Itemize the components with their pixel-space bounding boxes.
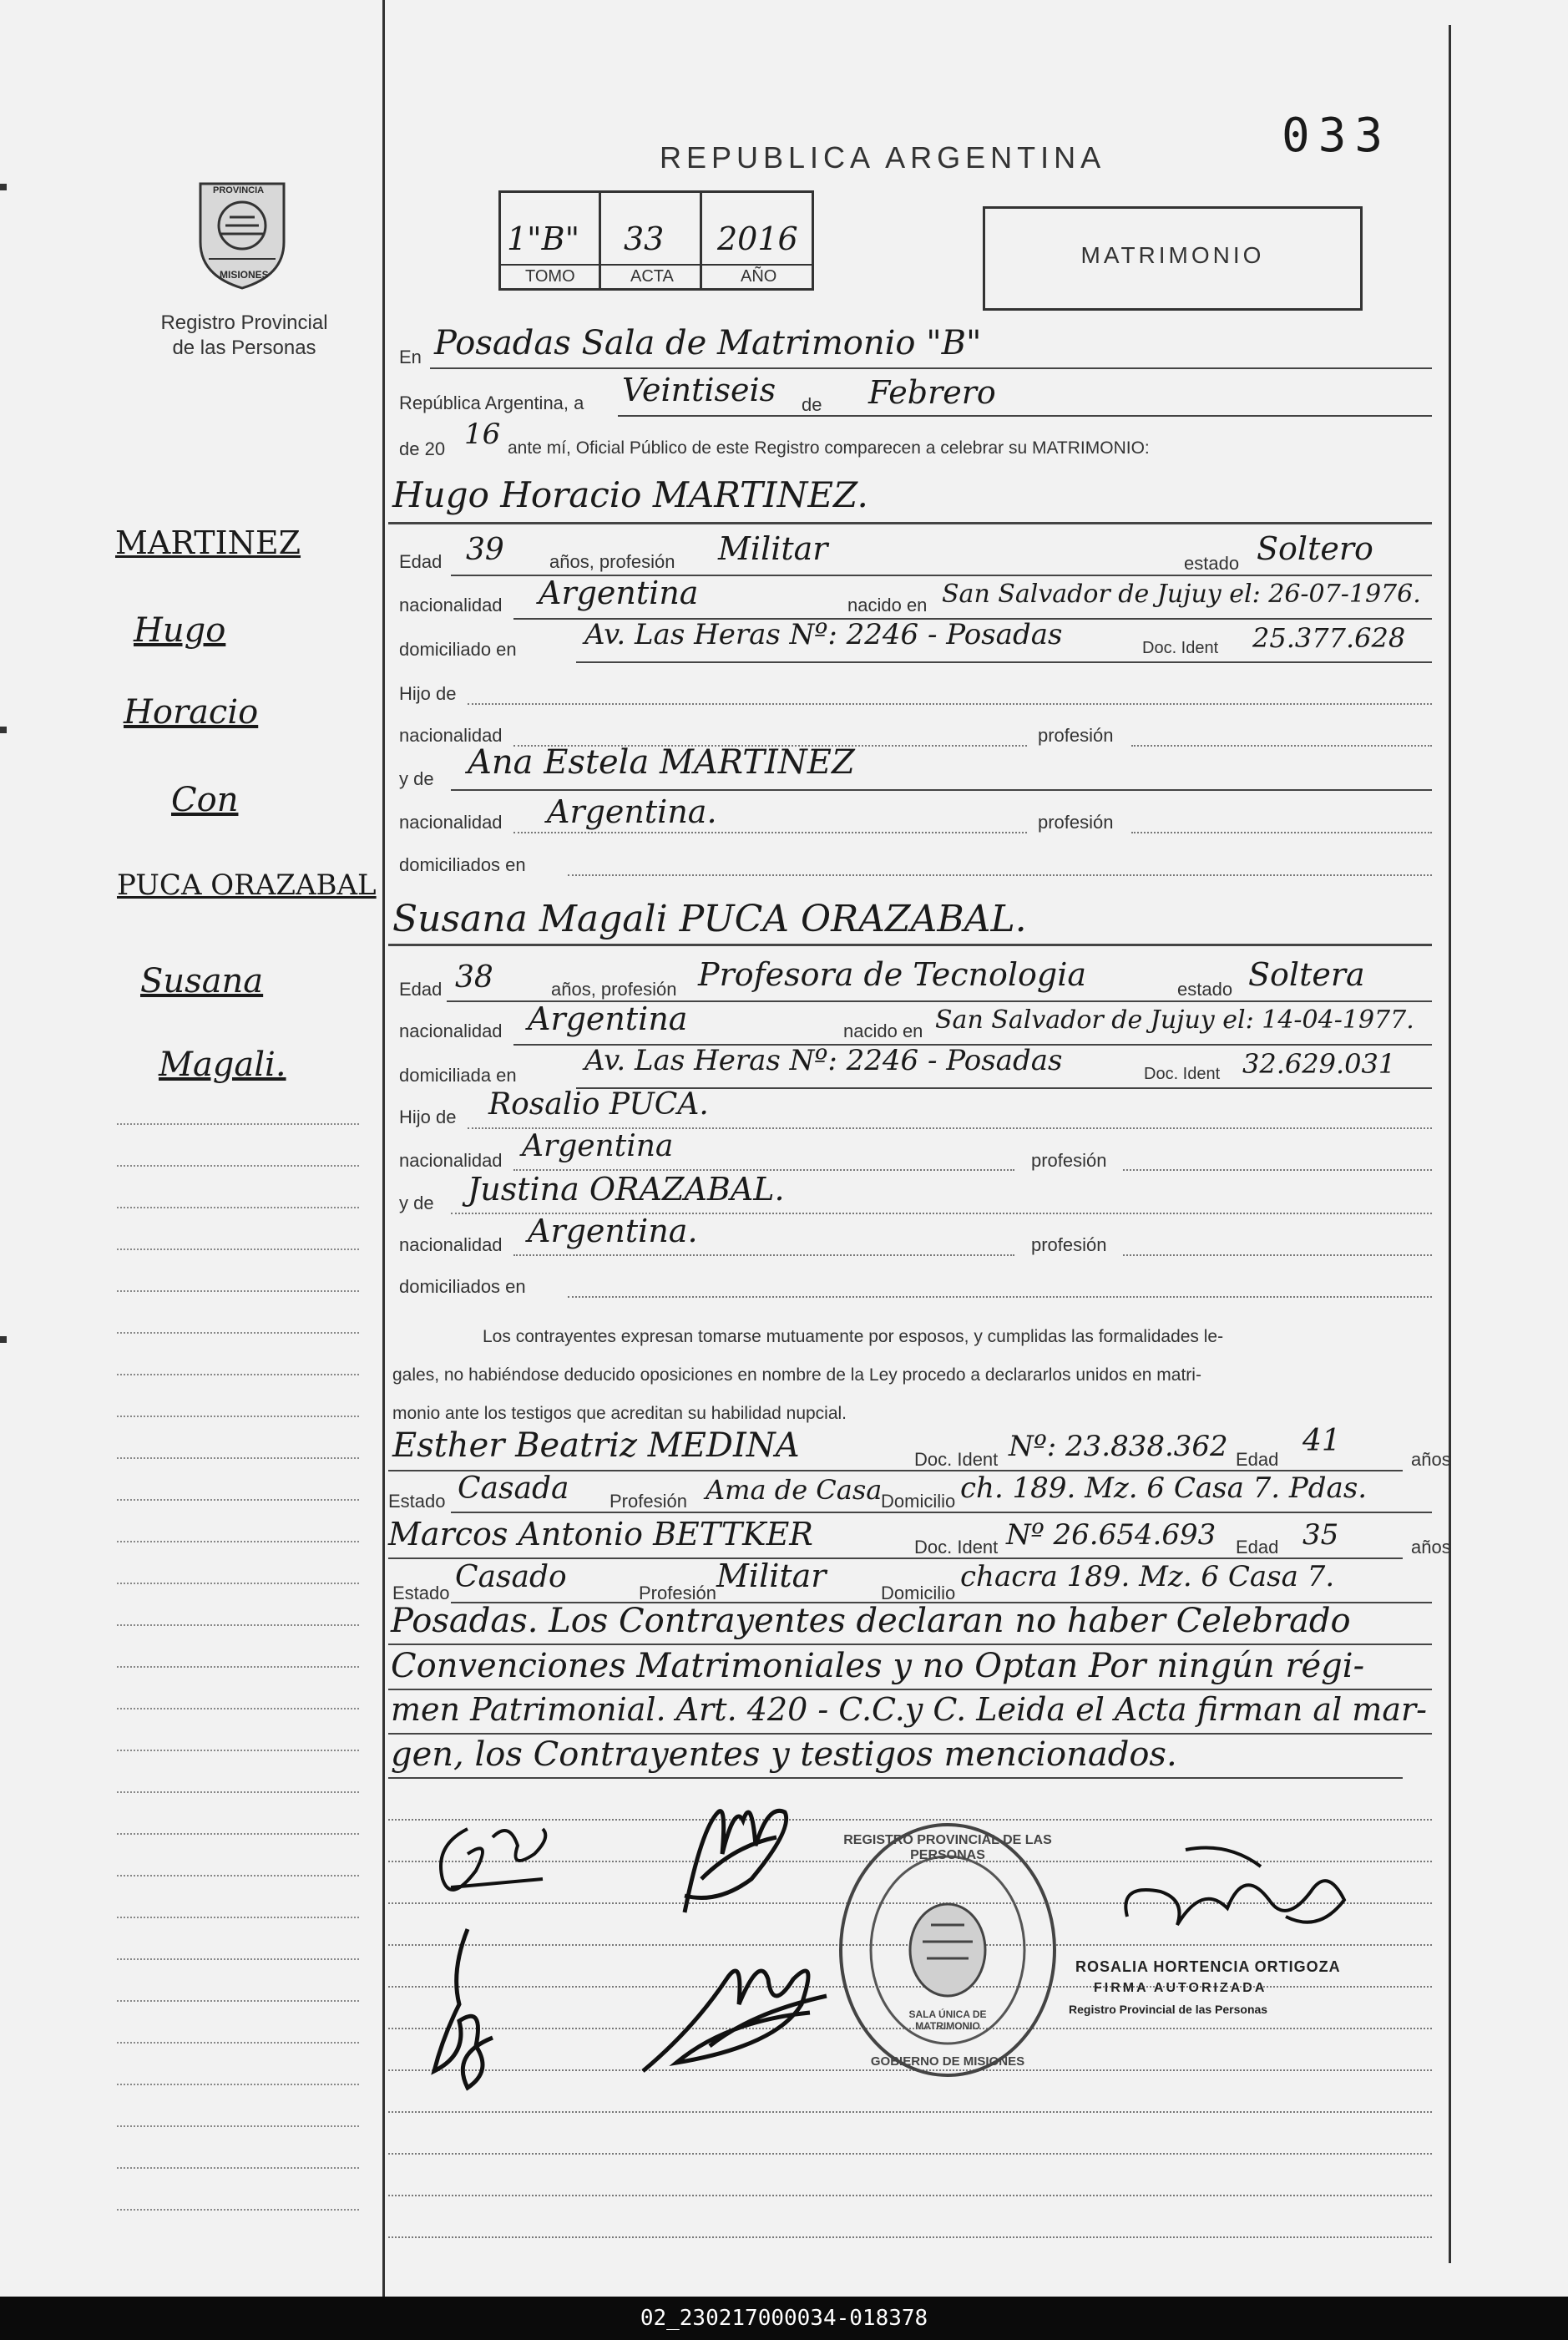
groom-anos-label: años, profesión xyxy=(549,551,675,572)
groom-nacionalidad-label: nacionalidad xyxy=(399,595,503,615)
groom-mother-line xyxy=(451,789,1432,791)
witness1-edad-label: Edad xyxy=(1236,1449,1279,1470)
note-rule xyxy=(388,1733,1432,1735)
margin-rule xyxy=(117,1249,359,1250)
groom-domicilio: Av. Las Heras Nº: 2246 - Posadas xyxy=(584,618,1063,651)
tomo-value: 1"B" xyxy=(507,220,580,257)
witness1-name: Esther Beatriz MEDINA xyxy=(392,1426,800,1465)
margin-rule xyxy=(117,1958,359,1960)
document-type: MATRIMONIO xyxy=(1080,242,1265,268)
bride-domiciliados-label: domiciliados en xyxy=(399,1276,526,1297)
bride-father-nat-label: nacionalidad xyxy=(399,1150,503,1171)
signature-rule xyxy=(388,2236,1432,2238)
signature-bride xyxy=(651,1779,818,1929)
margin-name: PUCA ORAZABAL xyxy=(117,869,377,902)
signature-witness2 xyxy=(626,1929,843,2088)
bride-edad: 38 xyxy=(455,960,493,995)
seal-ring-text: REGISTRO PROVINCIAL DE LAS PERSONAS xyxy=(843,1833,1052,1862)
margin-rule xyxy=(117,1290,359,1292)
margin-rule xyxy=(117,1708,359,1709)
de-label: de xyxy=(802,394,822,415)
groom-nacionalidad: Argentina xyxy=(539,575,699,611)
tomo-label: TOMO xyxy=(525,267,575,286)
margin-rule xyxy=(117,1791,359,1793)
margin-rule xyxy=(117,1123,359,1125)
margin-rule xyxy=(117,1666,359,1668)
witness2-profesion-label: Profesión xyxy=(639,1583,716,1603)
witness1-edad: 41 xyxy=(1302,1424,1341,1458)
day-value: Veintiseis xyxy=(622,372,776,408)
bride-edad-label: Edad xyxy=(399,979,443,1000)
signature-official xyxy=(1102,1833,1369,1950)
bride-estado-label: estado xyxy=(1177,979,1233,1000)
margin-rule xyxy=(117,1624,359,1626)
groom-mother-nat-line xyxy=(513,832,1027,833)
registry-line2: de las Personas xyxy=(172,337,316,359)
registry-line1: Registro Provincial xyxy=(160,311,328,334)
margin-rule xyxy=(117,2000,359,2002)
en-label: En xyxy=(399,347,422,367)
witness1-profesion-label: Profesión xyxy=(609,1491,687,1512)
bride-nacido-label: nacido en xyxy=(843,1021,923,1041)
margin-rule xyxy=(117,1541,359,1542)
official-name: ROSALIA HORTENCIA ORTIGOZA xyxy=(1075,1958,1341,1975)
tomo-acta-ano-box xyxy=(498,190,814,292)
ano-label: AÑO xyxy=(741,267,777,286)
crest-top-text: PROVINCIA xyxy=(213,185,265,195)
signature-groom xyxy=(417,1804,568,1921)
bride-name: Susana Magali PUCA ORAZABAL. xyxy=(392,898,1027,940)
place-value: Posadas Sala de Matrimonio "B" xyxy=(434,324,982,362)
groom-doc-label: Doc. Ident xyxy=(1142,639,1219,657)
signature-rule xyxy=(388,2195,1432,2196)
margin-rule xyxy=(117,1374,359,1375)
note-line: Posadas. Los Contrayentes declaran no haber Celebrado xyxy=(391,1602,1351,1640)
bride-mother-nat-line xyxy=(513,1254,1014,1256)
witness2-domicilio: chacra 189. Mz. 6 Casa 7. xyxy=(960,1560,1335,1593)
acta-value: 33 xyxy=(624,220,665,257)
groom-nacido-label: nacido en xyxy=(847,595,928,615)
groom-domicilio-label: domiciliado en xyxy=(399,639,517,660)
margin-name: Magali. xyxy=(159,1046,286,1084)
month-value: Febrero xyxy=(868,374,996,411)
note-rule xyxy=(388,1689,1432,1690)
witness2-estado: Casado xyxy=(455,1560,567,1594)
groom-father-prof-label: profesión xyxy=(1038,725,1114,746)
province-crest xyxy=(192,175,292,292)
formal-line: Los contrayentes expresan tomarse mutuamente por esposos, y cumplidas las formalidades le- xyxy=(483,1327,1224,1346)
document-type-box xyxy=(983,206,1363,311)
groom-profesion: Militar xyxy=(718,530,828,567)
margin-rule xyxy=(117,2042,359,2044)
groom-edad-label: Edad xyxy=(399,551,443,572)
margin-rule xyxy=(117,1332,359,1334)
binding-mark xyxy=(0,184,7,190)
witness1-line2 xyxy=(451,1512,1432,1513)
note-rule xyxy=(388,1777,1403,1779)
groom-hijo-label: Hijo de xyxy=(399,683,457,704)
bride-doc: 32.629.031 xyxy=(1242,1048,1396,1080)
margin-name: Con xyxy=(171,781,239,819)
page-number: 033 xyxy=(1282,109,1392,163)
witness2-anos-label: años xyxy=(1411,1537,1451,1557)
groom-estado: Soltero xyxy=(1257,530,1373,567)
witness1-estado-label: Estado xyxy=(388,1491,446,1512)
groom-father-prof-line xyxy=(1131,745,1432,747)
groom-estado-label: estado xyxy=(1184,553,1240,574)
bride-mother-prof-line xyxy=(1123,1254,1432,1256)
groom-nacido: San Salvador de Jujuy el: 26-07-1976. xyxy=(942,580,1421,609)
crest-bottom-text: MISIONES xyxy=(220,269,269,281)
groom-mother: Ana Estela MARTINEZ xyxy=(468,743,855,782)
witness2-edad: 35 xyxy=(1302,1518,1339,1552)
bride-name-line xyxy=(388,944,1432,946)
bride-hijo-label: Hijo de xyxy=(399,1107,457,1127)
groom-mother-prof-line xyxy=(1131,832,1432,833)
groom-name: Hugo Horacio MARTINEZ. xyxy=(392,474,868,515)
bride-nacionalidad-label: nacionalidad xyxy=(399,1021,503,1041)
witness1-domicilio: ch. 189. Mz. 6 Casa 7. Pdas. xyxy=(960,1471,1368,1505)
groom-father-nat-label: nacionalidad xyxy=(399,725,503,746)
formal-line: gales, no habiéndose deducido oposiciones en nombre de la Ley procedo a declararlos unidos en matri- xyxy=(392,1365,1201,1385)
margin-rule xyxy=(117,2167,359,2169)
signature-rule xyxy=(388,2111,1432,2113)
margin-rule xyxy=(117,1583,359,1584)
formal-text xyxy=(392,1318,1432,1433)
binding-mark xyxy=(0,1336,7,1343)
image-id-footer: 02_230217000034-018378 xyxy=(0,2297,1568,2340)
ano-value: 2016 xyxy=(717,220,798,257)
formal-line: monio ante los testigos que acreditan su habilidad nupcial. xyxy=(392,1404,847,1423)
groom-edad: 39 xyxy=(466,533,504,567)
margin-rule xyxy=(117,1750,359,1751)
bride-estado: Soltera xyxy=(1248,956,1365,993)
bride-domiciliados-line xyxy=(568,1296,1432,1298)
margin-rule xyxy=(117,1165,359,1167)
bride-mother-nat: Argentina. xyxy=(528,1213,698,1249)
witness2-name: Marcos Antonio BETTKER xyxy=(388,1516,813,1552)
witness2-doc-label: Doc. Ident xyxy=(914,1537,999,1557)
signature-rule xyxy=(388,2153,1432,2155)
groom-father-line xyxy=(468,703,1432,705)
witness2-doc: Nº 26.654.693 xyxy=(1006,1518,1216,1552)
bride-mother: Justina ORAZABAL. xyxy=(468,1171,785,1208)
margin-rule xyxy=(117,2125,359,2127)
official-title: FIRMA AUTORIZADA xyxy=(1094,1981,1267,1995)
bride-domicilio-label: domiciliada en xyxy=(399,1065,517,1086)
bride-mother-nat-label: nacionalidad xyxy=(399,1234,503,1255)
margin-rule xyxy=(117,1917,359,1918)
witness2-domicilio-label: Domicilio xyxy=(881,1583,956,1603)
witness2-line xyxy=(388,1557,1403,1559)
margin-rule xyxy=(117,1207,359,1208)
seal-bottom-text: GOBIERNO DE MISIONES xyxy=(870,2054,1025,2069)
margin-divider xyxy=(382,0,385,2297)
margin-rule xyxy=(117,1416,359,1417)
groom-mother-nat-label: nacionalidad xyxy=(399,812,503,833)
groom-doc: 25.377.628 xyxy=(1252,622,1406,654)
bride-doc-label: Doc. Ident xyxy=(1144,1065,1221,1083)
groom-mother-prof-label: profesión xyxy=(1038,812,1114,833)
bride-mother-prof-label: profesión xyxy=(1031,1234,1107,1255)
bride-father-prof-line xyxy=(1123,1169,1432,1171)
bride-father: Rosalio PUCA. xyxy=(488,1087,709,1122)
official-office: Registro Provincial de las Personas xyxy=(1069,2003,1268,2016)
witness2-edad-label: Edad xyxy=(1236,1537,1279,1557)
country-title: REPUBLICA ARGENTINA xyxy=(660,140,1106,175)
witness1-domicilio-label: Domicilio xyxy=(881,1491,956,1512)
bride-anos-label: años, profesión xyxy=(551,979,677,1000)
place-line xyxy=(430,367,1432,369)
margin-name: MARTINEZ xyxy=(115,524,301,561)
margin-rule xyxy=(117,1875,359,1877)
margin-rule xyxy=(117,1833,359,1835)
seal-inner-text: SALA ÚNICA DE MATRIMONIO xyxy=(908,2008,987,2032)
groom-mother-nat: Argentina. xyxy=(547,793,717,830)
witness1-estado: Casada xyxy=(458,1471,569,1506)
witness1-doc: Nº: 23.838.362 xyxy=(1009,1430,1228,1463)
margin-rule xyxy=(117,1457,359,1459)
official-seal-stamp xyxy=(835,1816,1060,2084)
note-rule xyxy=(388,1644,1432,1645)
groom-name-line xyxy=(388,522,1432,524)
margin-name: Hugo xyxy=(134,611,226,650)
witness1-anos-label: años xyxy=(1411,1449,1451,1470)
bride-profesion: Profesora de Tecnologia xyxy=(698,956,1087,993)
right-border xyxy=(1449,25,1451,2263)
year-prefix: de 20 xyxy=(399,438,446,459)
witness2-estado-label: Estado xyxy=(392,1583,450,1603)
date-line xyxy=(618,415,1432,417)
groom-yde-label: y de xyxy=(399,768,434,789)
witness1-doc-label: Doc. Ident xyxy=(914,1449,999,1470)
groom-domiciliados-label: domiciliados en xyxy=(399,854,526,875)
note-line: men Patrimonial. Art. 420 - C.C.y C. Leida el Acta firman al mar- xyxy=(391,1691,1427,1728)
bride-father-prof-label: profesión xyxy=(1031,1150,1107,1171)
margin-rule xyxy=(117,2084,359,2085)
groom-domiciliados-line xyxy=(568,874,1432,876)
witness2-profesion: Militar xyxy=(716,1557,827,1594)
registry-name xyxy=(125,311,363,361)
bride-yde-label: y de xyxy=(399,1193,434,1213)
note-line: gen, los Contrayentes y testigos mencionados. xyxy=(391,1735,1177,1774)
bride-nacionalidad: Argentina xyxy=(528,1000,688,1037)
bride-domicilio: Av. Las Heras Nº: 2246 - Posadas xyxy=(584,1044,1063,1077)
bride-nacido: San Salvador de Jujuy el: 14-04-1977. xyxy=(935,1005,1414,1035)
note-line: Convenciones Matrimoniales y no Optan Por ningún régi- xyxy=(391,1647,1365,1685)
republic-label: República Argentina, a xyxy=(399,393,584,413)
statement-text: ante mí, Oficial Público de este Registro comparecen a celebrar su MATRIMONIO: xyxy=(508,438,1150,458)
witness1-profesion: Ama de Casa xyxy=(706,1474,883,1506)
margin-name: Susana xyxy=(140,962,264,1000)
year-value: 16 xyxy=(464,418,501,451)
groom-domicilio-line xyxy=(576,661,1432,663)
margin-name: Horacio xyxy=(124,693,259,732)
binding-mark xyxy=(0,727,7,733)
acta-label: ACTA xyxy=(630,267,674,286)
margin-rule xyxy=(117,1499,359,1501)
margin-rule xyxy=(117,2209,359,2211)
bride-father-nat: Argentina xyxy=(522,1129,674,1163)
signature-witness1 xyxy=(417,1921,518,2104)
